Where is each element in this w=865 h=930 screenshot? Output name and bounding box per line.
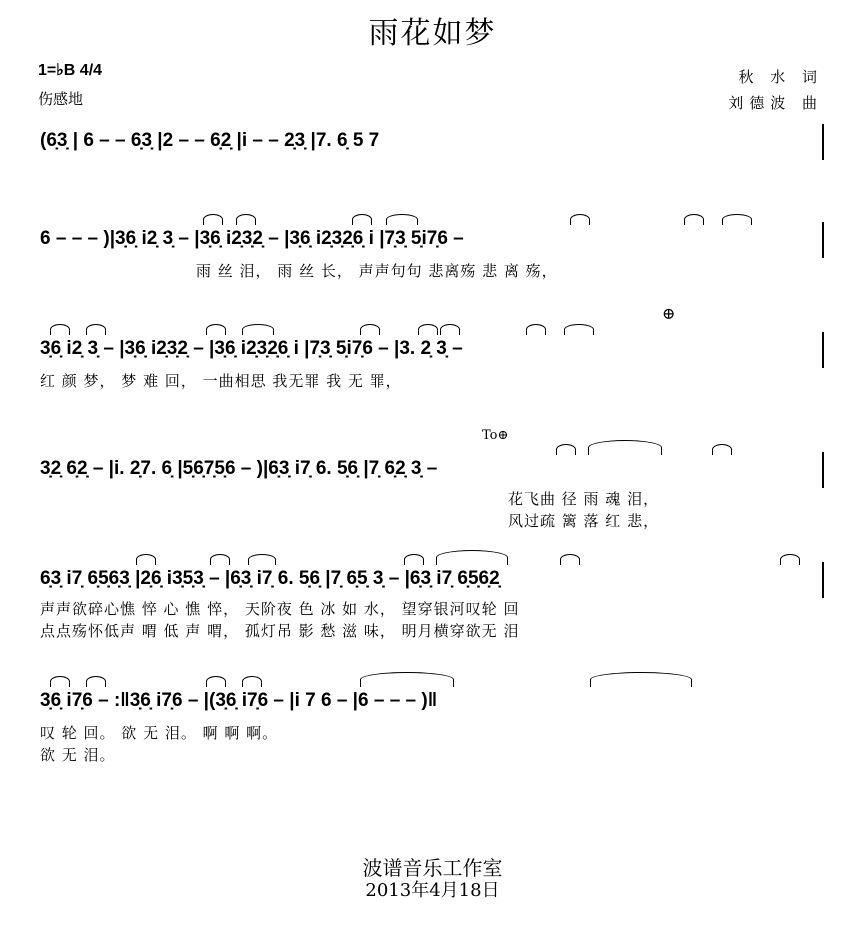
lyric-row-5-verse-2: 点点殇怀低声 喟 低 声 喟， 孤灯吊 影 愁 滋 味， 明月横穿欲无 泪 [40, 622, 520, 640]
date: 2013年4月18日 [365, 880, 500, 901]
composer: 刘德波 曲 [728, 94, 823, 112]
score-row-5 [0, 568, 865, 592]
slur [360, 672, 454, 687]
slur [242, 324, 274, 335]
notes-row-6: 3̣6̣ i7̣6 – :‖3̣6̣ i7̣6 – |(3̣6̣ i7̣6 – |i 7 6 – |6 – – – )‖ [40, 690, 438, 711]
lyric-row-3: 红 颜 梦， 梦 难 回， 一曲相思 我无罪 我 无 罪， [40, 372, 402, 390]
tempo-mood: 伤感地 [38, 90, 84, 108]
slur [440, 324, 460, 335]
slur [564, 324, 594, 335]
slur [386, 214, 418, 225]
slur [780, 554, 800, 565]
slur [206, 676, 226, 687]
tie [436, 550, 508, 565]
slur [556, 444, 576, 455]
score-row-4 [0, 458, 865, 482]
slur [418, 324, 438, 335]
slur [50, 676, 70, 687]
slur [210, 554, 230, 565]
tie [588, 440, 662, 455]
barline [822, 124, 824, 160]
notes-row-5: 6̣3̣ i7̣ 6̣5̣6̣3̣ |2̣6̣ i3̣5̣3̣ – |6̣3̣ i7̣ 6. 5̣6̣ |7̣ 6̣5̣ 3̣ – |6̣3̣ i7̣ 6̣5̣6̣2̣ [40, 568, 500, 589]
slur [526, 324, 546, 335]
credits [728, 64, 823, 116]
score-row-3 [0, 338, 865, 362]
score-row-6 [0, 690, 865, 714]
slur [86, 324, 106, 335]
notes-row-4: 3̣2̣ 6̣2̣ – |i. 2̣7. 6̣ |5̣6̣7̣5̣6 – )|6̣3̣ i7̣ 6. 5̣6̣ |7̣ 6̣2̣ 3̣ – [40, 458, 438, 479]
lyric-row-6-verse-1: 叹 轮 回。 欲 无 泪。 啊 啊 啊。 [40, 724, 279, 742]
to-coda-sign: To⊕ [482, 428, 509, 443]
lyric-row-4-verse-2: 风过疏 篱 落 红 悲， [508, 512, 660, 530]
barline [822, 332, 824, 368]
barline [822, 452, 824, 488]
slur [203, 214, 223, 225]
score-row-2 [0, 228, 865, 252]
lyricist: 秋 水 词 [738, 68, 823, 86]
lyric-row-6-verse-2: 欲 无 泪。 [40, 746, 116, 764]
barline [822, 222, 824, 258]
barline [822, 562, 824, 598]
score-row-1 [0, 130, 865, 154]
slur [722, 214, 752, 225]
slur [352, 214, 372, 225]
slur [560, 554, 580, 565]
slur [242, 676, 262, 687]
slur [86, 676, 106, 687]
tie [590, 672, 692, 687]
lyric-row-4-verse-1: 花飞曲 径 雨 魂 泪， [508, 490, 660, 508]
slur [360, 324, 380, 335]
slur [712, 444, 732, 455]
lyric-row-2: 雨 丝 泪， 雨 丝 长， 声声句句 悲离殇 悲 离 殇， [196, 262, 558, 280]
notes-row-2: 6 – – – )|3̣6̣ i2̣ 3̣ – |3̣6̣ i2̣3̣2̣ – |3̣6̣ i2̣3̣2̣6̣ i |7̣3̣ 5̣i7̣6 – [40, 228, 464, 249]
slur [136, 554, 156, 565]
slur [206, 324, 226, 335]
studio-name: 波谱音乐工作室 [362, 856, 503, 880]
coda-sign: ⊕ [662, 304, 676, 323]
slur [236, 214, 256, 225]
notes-row-3: 3̣6̣ i2̣ 3̣ – |3̣6̣ i2̣3̣2̣ – |3̣6̣ i2̣3̣2̣6̣ i |7̣3̣ 5̣i7̣6 – |3. 2̣ 3̣ – [40, 338, 463, 359]
slur [248, 554, 276, 565]
notes-row-1: (6̣3̣ | 6 – – 6̣3̣ |2 – – 6̣2̣ |i – – 2̣3̣ |7. 6̣ 5 7 [40, 130, 380, 151]
slur [684, 214, 704, 225]
slur [50, 324, 70, 335]
song-title: 雨花如梦 [368, 16, 497, 51]
slur [404, 554, 424, 565]
key-signature: 1=♭B 4/4 [38, 62, 103, 79]
lyric-row-5-verse-1: 声声欲碎心憔 悴 心 憔 悴， 天阶夜 色 冰 如 水， 望穿银河叹轮 回 [40, 600, 520, 618]
slur [570, 214, 590, 225]
